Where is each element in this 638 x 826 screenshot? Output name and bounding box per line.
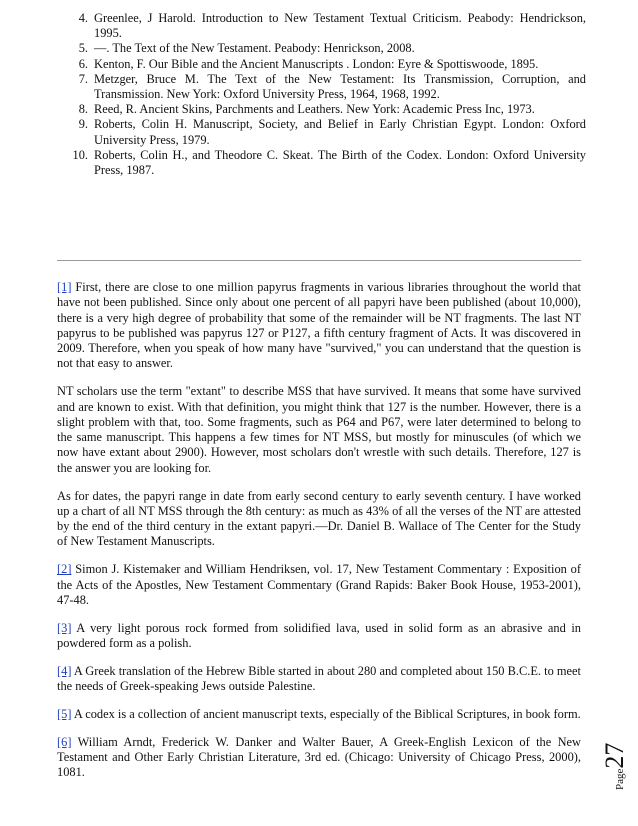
bibliography-entry [50,148,586,178]
footnote-2 [57,562,581,608]
bibliography-entry [50,41,586,56]
entry-number: 6. [78,56,88,71]
entry-text: Reed, R. Ancient Skins, Parchments and Leathers. New York: Academic Press Inc, 1973. [94,102,535,117]
footnote-text: First, there are close to one million papyrus fragments in various libraries throughout the world that have not been published. Since only about one percent of all papyri have been published (about 10,000), there is a very high degree of probability that some of the remainder will be NT fragments. The last NT papyrus to be published was papyrus 127 or P127, a fifth century fragment of Acts. It was discovered in 2009. Therefore, when you speak of how many have "survived," you can understand that the question is not that easy to answer. [57,280,581,371]
footnote-ref-link[interactable]: [4] [57,663,72,678]
bibliography-entry [50,117,586,147]
entry-number: 9. [78,117,88,132]
footnote-5 [57,707,581,722]
footnote-divider [57,260,581,261]
footnote-ref-link[interactable]: [3] [57,620,72,635]
footnote-ref-link[interactable]: [6] [57,734,72,749]
bibliography-entry [50,72,586,102]
bibliography-entry [50,11,586,41]
footnote-1-continued [57,384,581,476]
page-number-value: 27 [600,742,629,769]
page-number-label: Page [614,768,626,790]
footnote-ref-link[interactable]: [1] [57,280,72,294]
footnote-6 [57,735,581,781]
bibliography-entry [50,57,586,72]
footnote-3 [57,621,581,652]
footnotes-section [57,280,581,793]
footnote-text: William Arndt, Frederick W. Danker and Walter Bauer, A Greek-English Lexicon of the New Testament and Other Early Christian Literature, 3rd ed. (Chicago: University of Chicago Press, 2000), 1081. [57,734,581,780]
entry-text: —. The Text of the New Testament. Peabody: Henrickson, 2008. [94,41,415,56]
footnote-text: A codex is a collection of ancient manuscript texts, especially of the Biblical Scriptures, in book form. [71,706,581,721]
bibliography-list [50,11,586,178]
bibliography-entry [50,102,586,117]
entry-number: 5. [78,41,88,56]
entry-text: Roberts, Colin H. Manuscript, Society, and Belief in Early Christian Egypt. London: Oxford University Press, 1979. [94,117,586,147]
footnote-text: A Greek translation of the Hebrew Bible started in about 280 and completed about 150 B.C.E. to meet the needs of Greek-speaking Jews outside Palestine. [57,663,581,694]
entry-text: Greenlee, J Harold. Introduction to New Testament Textual Criticism. Peabody: Hendrickson, 1995. [94,11,586,41]
entry-number: 10. [72,147,88,162]
footnote-1 [57,280,581,372]
footnote-1-continued [57,489,581,550]
entry-number: 7. [78,71,88,86]
footnote-text: A very light porous rock formed from solidified lava, used in solid form as an abrasive and in powdered form as a polish. [57,620,581,650]
entry-text: Kenton, F. Our Bible and the Ancient Manuscripts . London: Eyre & Spottiswoode, 1895. [94,56,539,71]
entry-number: 8. [78,102,88,117]
entry-number: 4. [78,11,88,25]
footnote-text: As for dates, the papyri range in date from early second century to early seventh century. I have worked up a chart of all NT MSS through the 8th century: as much as 43% of all the verses of the NT are attested by the end of the third century in the extant papyri.—Dr. Daniel B. Wallace of The Center for the Study of New Testament Manuscripts. [57,488,581,549]
footnote-text: NT scholars use the term "extant" to describe MSS that have survived. It means that some have survived and are known to exist. With that definition, you might think that 127 is the number. However, there is a slight problem with that, too. Some fragments, such as P64 and P67, were later determined to belong to the same manuscript. This happens a few times for NT MSS, but mostly for minuscules (of which we now have extant about 2900). However, most scholars don't wrestle with such details. Therefore, 127 is the answer you are looking for. [57,384,581,475]
entry-text: Roberts, Colin H., and Theodore C. Skeat. The Birth of the Codex. London: Oxford University Press, 1987. [94,147,586,178]
footnote-ref-link[interactable]: [2] [57,562,72,577]
entry-text: Metzger, Bruce M. The Text of the New Testament: Its Transmission, Corruption, and Transmission. New York: Oxford University Press, 1964, 1968, 1992. [94,71,586,102]
page-number [600,743,630,790]
footnote-ref-link[interactable]: [5] [57,706,72,721]
footnote-4 [57,664,581,695]
footnote-text: Simon J. Kistemaker and William Hendriksen, vol. 17, New Testament Commentary : Exposition of the Acts of the Apostles, New Testament Commentary (Grand Rapids: Baker Book House, 1953-2001), 47-48. [57,562,581,607]
